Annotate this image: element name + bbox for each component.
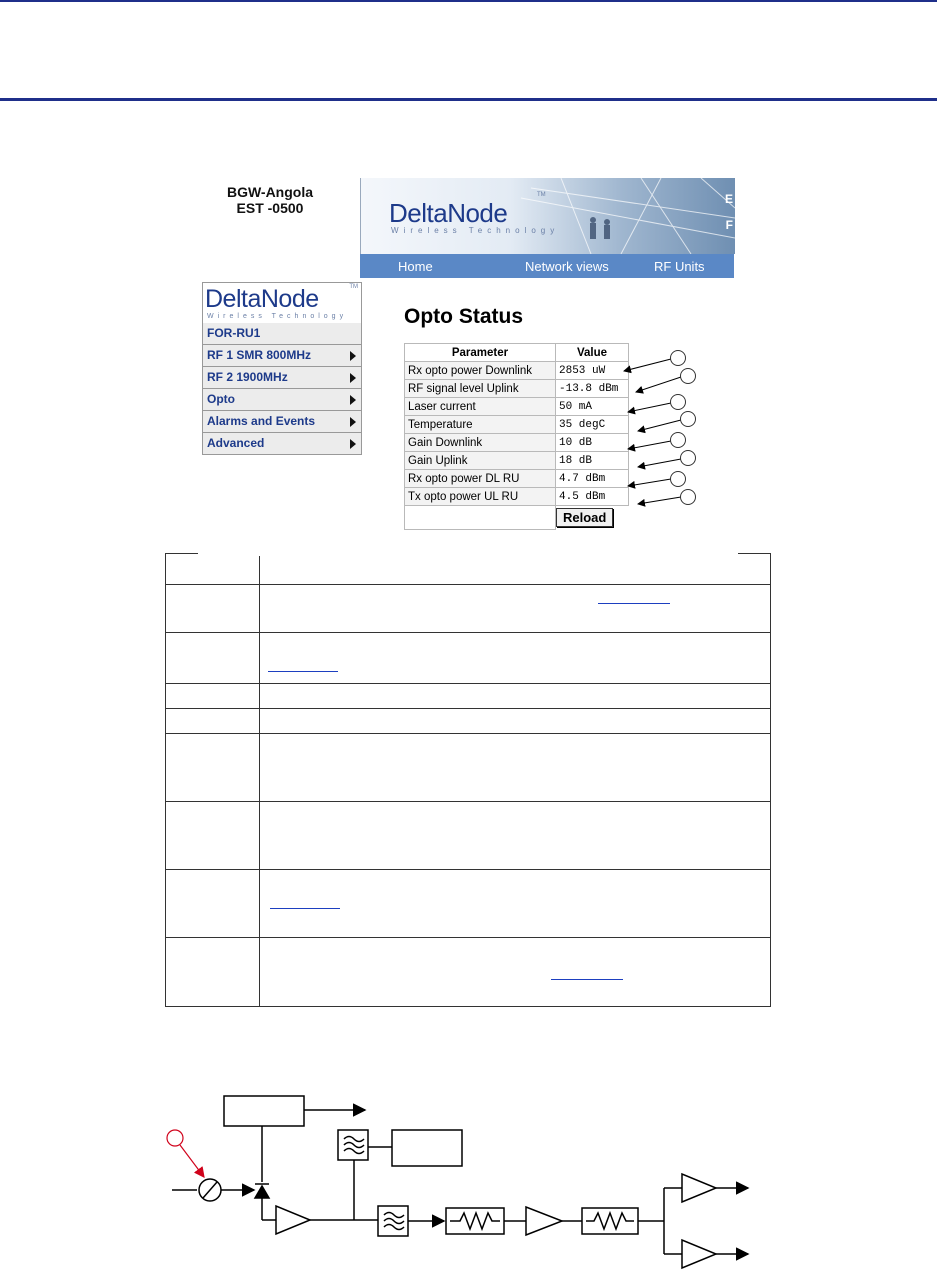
banner-cut-letter-2: F [725, 218, 733, 232]
desc-num-cell [166, 633, 260, 684]
site-header [205, 184, 335, 216]
desc-text-cell [260, 585, 771, 633]
callout-marker [680, 368, 696, 384]
table-row [166, 684, 771, 709]
param-value: 2853 uW [556, 362, 629, 380]
cross-reference-link[interactable] [270, 908, 340, 909]
table-row [405, 416, 629, 434]
submenu-arrow-icon [350, 417, 356, 427]
param-value: 4.7 dBm [556, 470, 629, 488]
desc-text-cell [260, 684, 771, 709]
header-rule-top [0, 0, 937, 2]
top-nav [360, 254, 734, 278]
sidebar-item-alarms[interactable] [202, 411, 362, 433]
sidebar-item-label: Advanced [207, 436, 265, 450]
table-header-row [405, 344, 629, 362]
param-name: Gain Downlink [405, 434, 556, 452]
sidebar-tagline: Wireless Technology [207, 313, 348, 320]
desc-text-cell [260, 734, 771, 802]
sidebar-tm: TM [349, 284, 358, 290]
param-value: 10 dB [556, 434, 629, 452]
desc-text-cell [260, 709, 771, 734]
submenu-arrow-icon [350, 351, 356, 361]
param-value: -13.8 dBm [556, 380, 629, 398]
table-row [405, 506, 629, 530]
submenu-arrow-icon [350, 395, 356, 405]
banner-tm: TM [537, 192, 546, 198]
nav-rf-units[interactable]: RF Units [654, 259, 705, 274]
param-value: 18 dB [556, 452, 629, 470]
detector-box [224, 1096, 304, 1126]
opto-status-table [404, 343, 629, 530]
sidebar-item-label: Opto [207, 392, 235, 406]
sidebar-item-rf1[interactable] [202, 345, 362, 367]
callout-marker [670, 350, 686, 366]
reload-cell [556, 506, 629, 530]
sidebar-item-label: RF 1 SMR 800MHz [207, 348, 312, 362]
sidebar-logo-text: DeltaNode [205, 285, 319, 313]
desc-text-cell [260, 870, 771, 938]
column-header: Parameter [405, 344, 556, 362]
amplifier-icon [526, 1207, 562, 1235]
param-name: Rx opto power Downlink [405, 362, 556, 380]
cross-reference-link[interactable] [268, 671, 338, 672]
amplifier-icon [682, 1174, 716, 1202]
table-row [166, 633, 771, 684]
sidebar-item-rf2[interactable] [202, 367, 362, 389]
description-table [165, 553, 771, 1007]
desc-num-cell [166, 684, 260, 709]
sidebar-item-opto[interactable] [202, 389, 362, 411]
desc-text-cell [260, 633, 771, 684]
desc-num-cell [166, 870, 260, 938]
callout-marker [670, 471, 686, 487]
cross-reference-link[interactable] [551, 979, 623, 980]
banner-tagline: Wireless Technology [391, 226, 560, 235]
callout-marker [680, 489, 696, 505]
desc-num-cell [166, 585, 260, 633]
param-name: Tx opto power UL RU [405, 488, 556, 506]
desc-num-cell [166, 554, 260, 585]
table-top-gap [198, 548, 738, 556]
cross-reference-link[interactable] [598, 603, 670, 604]
amplifier-icon [276, 1206, 310, 1234]
table-row [405, 488, 629, 506]
table-row [405, 380, 629, 398]
table-row [166, 938, 771, 1007]
submenu-arrow-icon [350, 439, 356, 449]
callout-marker [167, 1130, 183, 1146]
callout-marker [680, 411, 696, 427]
page-title: Opto Status [404, 305, 523, 328]
sidebar-item-label: FOR-RU1 [207, 326, 261, 340]
sidebar-item-advanced[interactable] [202, 433, 362, 455]
desc-text-cell [260, 938, 771, 1007]
desc-text-cell [260, 802, 771, 870]
table-row [405, 470, 629, 488]
callout-marker [670, 394, 686, 410]
sidebar-item-label: RF 2 1900MHz [207, 370, 288, 384]
param-name: Temperature [405, 416, 556, 434]
param-value: 35 degC [556, 416, 629, 434]
sidebar [202, 282, 362, 455]
banner-logo: DeltaNode [389, 198, 508, 228]
output-box [392, 1130, 462, 1166]
sidebar-logo [202, 282, 362, 323]
photodiode-icon [255, 1186, 269, 1198]
desc-text-cell [260, 554, 771, 585]
table-row [405, 398, 629, 416]
header-rule [0, 98, 937, 101]
table-row [166, 802, 771, 870]
callout-arrows [620, 340, 710, 510]
amplifier-icon [682, 1240, 716, 1268]
table-row [166, 554, 771, 585]
param-name: RF signal level Uplink [405, 380, 556, 398]
param-name: Rx opto power DL RU [405, 470, 556, 488]
block-diagram [160, 1090, 780, 1270]
callout-marker [680, 450, 696, 466]
desc-num-cell [166, 709, 260, 734]
column-header: Value [556, 344, 629, 362]
table-row [166, 585, 771, 633]
desc-num-cell [166, 938, 260, 1007]
table-row [166, 870, 771, 938]
site-name: BGW-Angola [226, 184, 314, 200]
table-row [166, 734, 771, 802]
desc-num-cell [166, 802, 260, 870]
table-row [405, 362, 629, 380]
table-row [405, 452, 629, 470]
table-row [405, 434, 629, 452]
banner [360, 178, 735, 254]
param-name: Gain Uplink [405, 452, 556, 470]
callout-marker [670, 432, 686, 448]
nav-home[interactable]: Home [398, 259, 433, 274]
desc-num-cell [166, 734, 260, 802]
param-value: 4.5 dBm [556, 488, 629, 506]
site-timezone: EST -0500 [236, 200, 304, 216]
banner-cut-letter-1: E [724, 192, 733, 206]
table-row [166, 709, 771, 734]
param-value: 50 mA [556, 398, 629, 416]
sidebar-item-label: Alarms and Events [207, 414, 316, 428]
nav-network-views[interactable]: Network views [525, 259, 609, 274]
empty-cell [405, 506, 556, 530]
sidebar-item-for-ru1[interactable] [202, 323, 362, 345]
param-name: Laser current [405, 398, 556, 416]
submenu-arrow-icon [350, 373, 356, 383]
reload-button[interactable]: Reload [556, 508, 613, 527]
